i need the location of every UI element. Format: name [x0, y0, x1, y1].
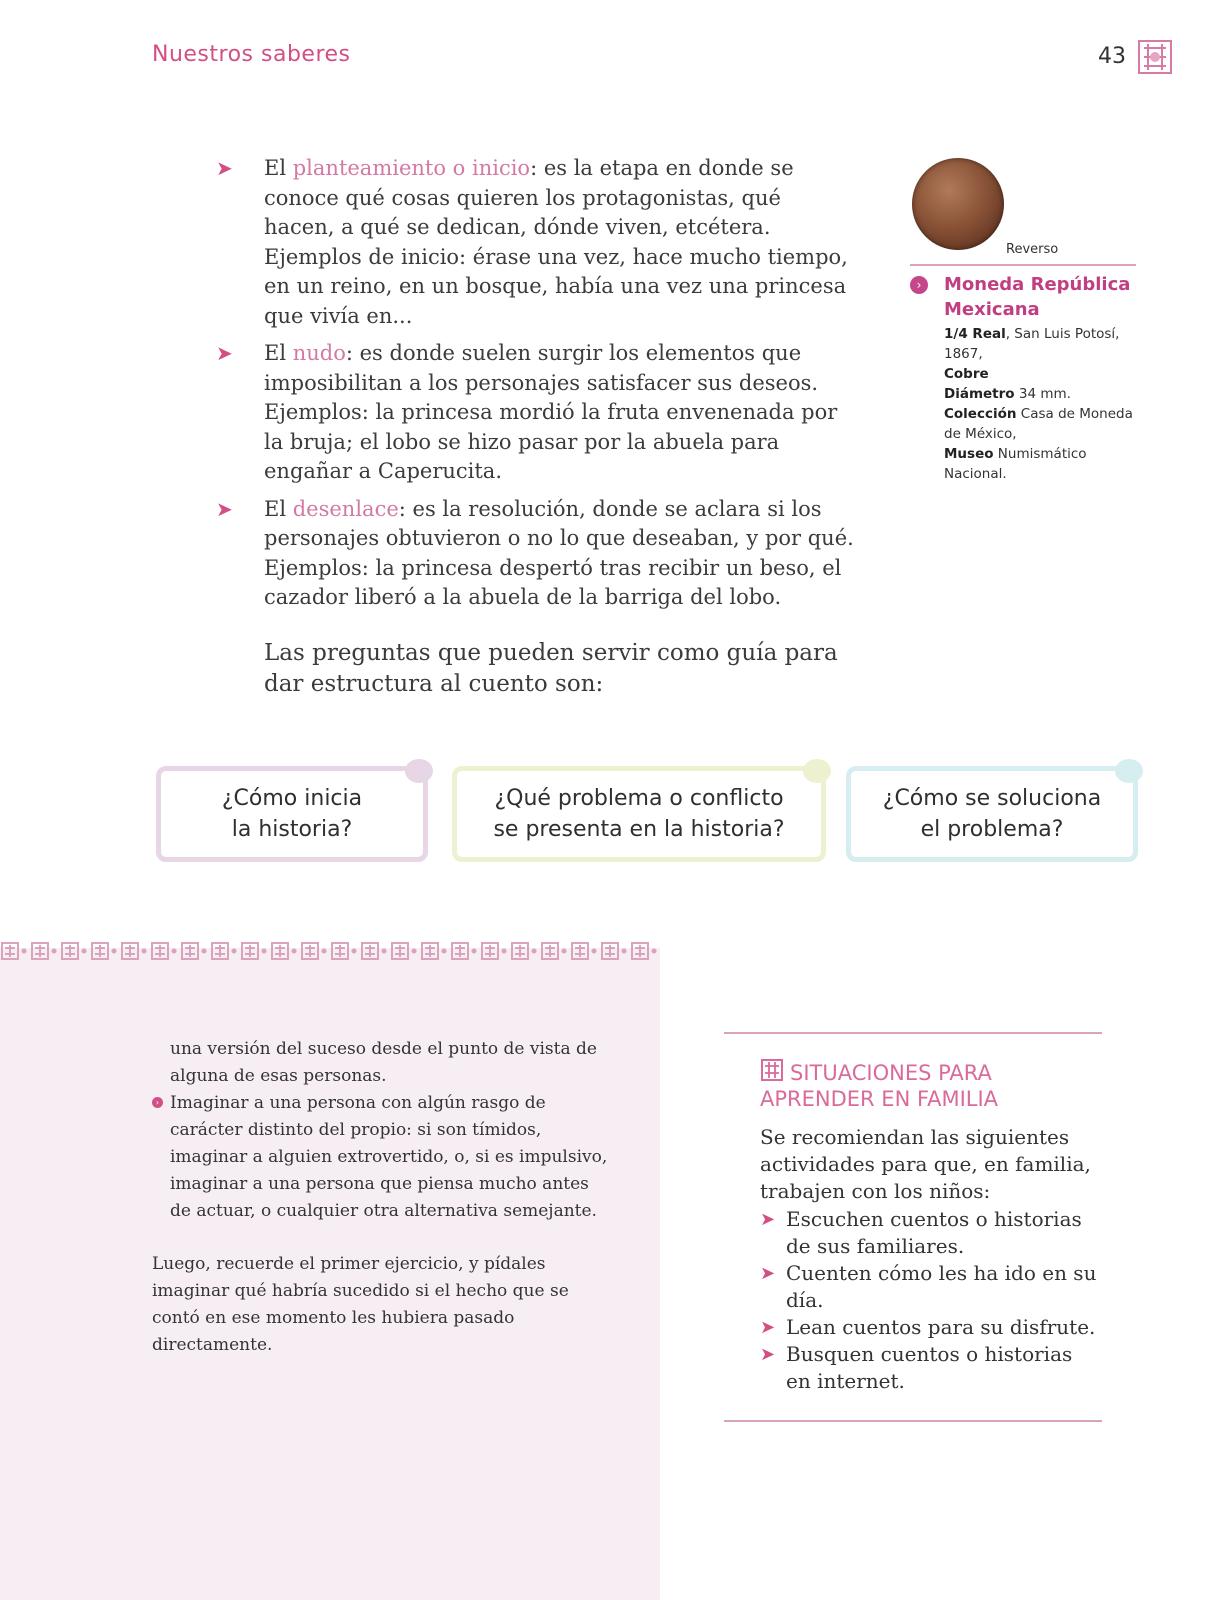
coin-caption: Reverso — [1006, 242, 1059, 257]
bullet-text: Imaginar a una persona con algún rasgo de carácter distinto del propio: si son tímidos, imaginar a alguien extrovertido, o, si es impulsivo, imaginar a una persona que piensa mucho antes de actuar, o cualquier otra alternativa semejante. — [170, 1093, 608, 1221]
chevron-right-icon: › — [910, 276, 928, 294]
item-definition: : es la resolución, donde se aclara si los personajes obtuvieron o no lo que deseaban, y por qué. — [264, 496, 854, 550]
closing-paragraph: Luego, recuerde el primer ejercicio, y pídales imaginar qué habría sucedido si el hecho que se contó en ese momento les hubiera pasado directamente. — [152, 1254, 569, 1355]
question-line: el problema? — [920, 817, 1064, 842]
list-item — [760, 1206, 1100, 1260]
term-inicio: planteamiento o inicio — [292, 156, 531, 180]
arrow-bullet-icon: ➤ — [760, 1263, 776, 1284]
decorative-blob — [405, 759, 433, 783]
item-example: Ejemplos de inicio: érase una vez, hace mucho tiempo, en un reino, en un bosque, había una vez una princesa que vivía en... — [264, 244, 848, 328]
museum-value: Numismático Nacional. — [944, 446, 1087, 482]
family-section-title: SITUACIONES PARA APRENDER EN FAMILIA — [760, 1061, 999, 1111]
collection-label: Colección — [944, 406, 1017, 422]
ornamental-border-icon — [0, 940, 660, 962]
bullet-paragraph — [152, 1090, 612, 1225]
item-prefix: El — [264, 156, 293, 180]
diameter-label: Diámetro — [944, 386, 1015, 402]
item-definition: : es donde suelen surgir los elementos que imposibilitan a los personajes satisfacer sus deseos. — [264, 341, 819, 395]
term-desenlace: desenlace — [292, 496, 399, 521]
story-structure-list — [216, 154, 856, 621]
teacher-notes-text — [152, 1036, 612, 1359]
coin-title: Moneda República Mexicana — [944, 274, 1131, 320]
item-prefix: El — [264, 341, 293, 365]
item-example: Ejemplos: la princesa despertó tras recibir un beso, el cazador liberó a la abuela de la barriga del lobo. — [264, 555, 842, 609]
arrow-bullet-icon: ➤ — [216, 341, 233, 365]
arrow-bullet-icon: ➤ — [216, 156, 233, 180]
collection-value: Casa de Moneda de México, — [944, 406, 1133, 442]
activity-text: Busquen cuentos o historias en internet. — [786, 1342, 1073, 1393]
denomination-label: 1/4 Real — [944, 326, 1006, 342]
question-box-start — [156, 766, 428, 862]
decorative-blob — [1115, 759, 1143, 783]
museum-label: Museo — [944, 446, 994, 462]
arrow-bullet-icon: ➤ — [760, 1209, 776, 1230]
guide-questions-intro: Las preguntas que pueden servir como guía para dar estructura al cuento son: — [264, 640, 838, 697]
question-line: ¿Cómo inicia — [221, 786, 363, 811]
family-activities-list — [760, 1206, 1100, 1395]
question-line: se presenta en la historia? — [493, 817, 785, 842]
coin-place: , San Luis Potosí, 1867, — [944, 326, 1120, 362]
coin-material: Cobre — [944, 366, 989, 382]
diameter-value: 34 mm. — [1014, 386, 1071, 402]
activity-text: Cuenten cómo les ha ido en su día. — [786, 1261, 1097, 1312]
section-title: Nuestros saberes — [152, 42, 351, 67]
list-item — [216, 339, 856, 487]
decorative-blob — [803, 759, 831, 783]
item-definition: : es la etapa en donde se conoce qué cosas quieren los protagonistas, qué hacen, a qué se dedican, dónde viven, etcétera. — [264, 156, 794, 239]
question-box-conflict — [452, 766, 826, 862]
continued-paragraph: una versión del suceso desde el punto de vista de alguna de esas personas. — [170, 1039, 597, 1086]
divider — [910, 264, 1136, 266]
divider — [724, 1032, 1102, 1034]
item-prefix: El — [264, 496, 293, 521]
list-item — [760, 1260, 1100, 1314]
question-line: la historia? — [231, 817, 353, 842]
question-line: ¿Qué problema o conflicto — [494, 786, 784, 811]
coin-sidebar — [910, 158, 1136, 488]
activity-text: Escuchen cuentos o historias de sus familiares. — [786, 1207, 1082, 1258]
activity-text: Lean cuentos para su disfrute. — [786, 1315, 1096, 1339]
list-item — [760, 1314, 1100, 1341]
item-example: Ejemplos: la princesa mordió la fruta envenenada por la bruja; el lobo se hizo pasar por la abuela para engañar a Caperucita. — [264, 400, 838, 483]
bullet-icon: › — [152, 1097, 163, 1108]
list-item — [216, 495, 856, 613]
decorative-glyph-icon — [1136, 38, 1174, 76]
arrow-bullet-icon: ➤ — [760, 1317, 776, 1338]
question-box-solution — [846, 766, 1138, 862]
term-nudo: nudo — [292, 341, 346, 365]
list-item — [760, 1341, 1100, 1395]
coin-details — [944, 324, 1144, 484]
family-intro: Se recomiendan las siguientes actividades para que, en familia, trabajen con los niños: — [760, 1125, 1091, 1203]
arrow-bullet-icon: ➤ — [216, 496, 233, 521]
question-line: ¿Cómo se soluciona — [882, 786, 1102, 811]
page-number: 43 — [1098, 44, 1126, 69]
list-item — [216, 154, 856, 331]
arrow-bullet-icon: ➤ — [760, 1344, 776, 1365]
coin-image — [912, 158, 1004, 250]
divider — [724, 1420, 1102, 1422]
